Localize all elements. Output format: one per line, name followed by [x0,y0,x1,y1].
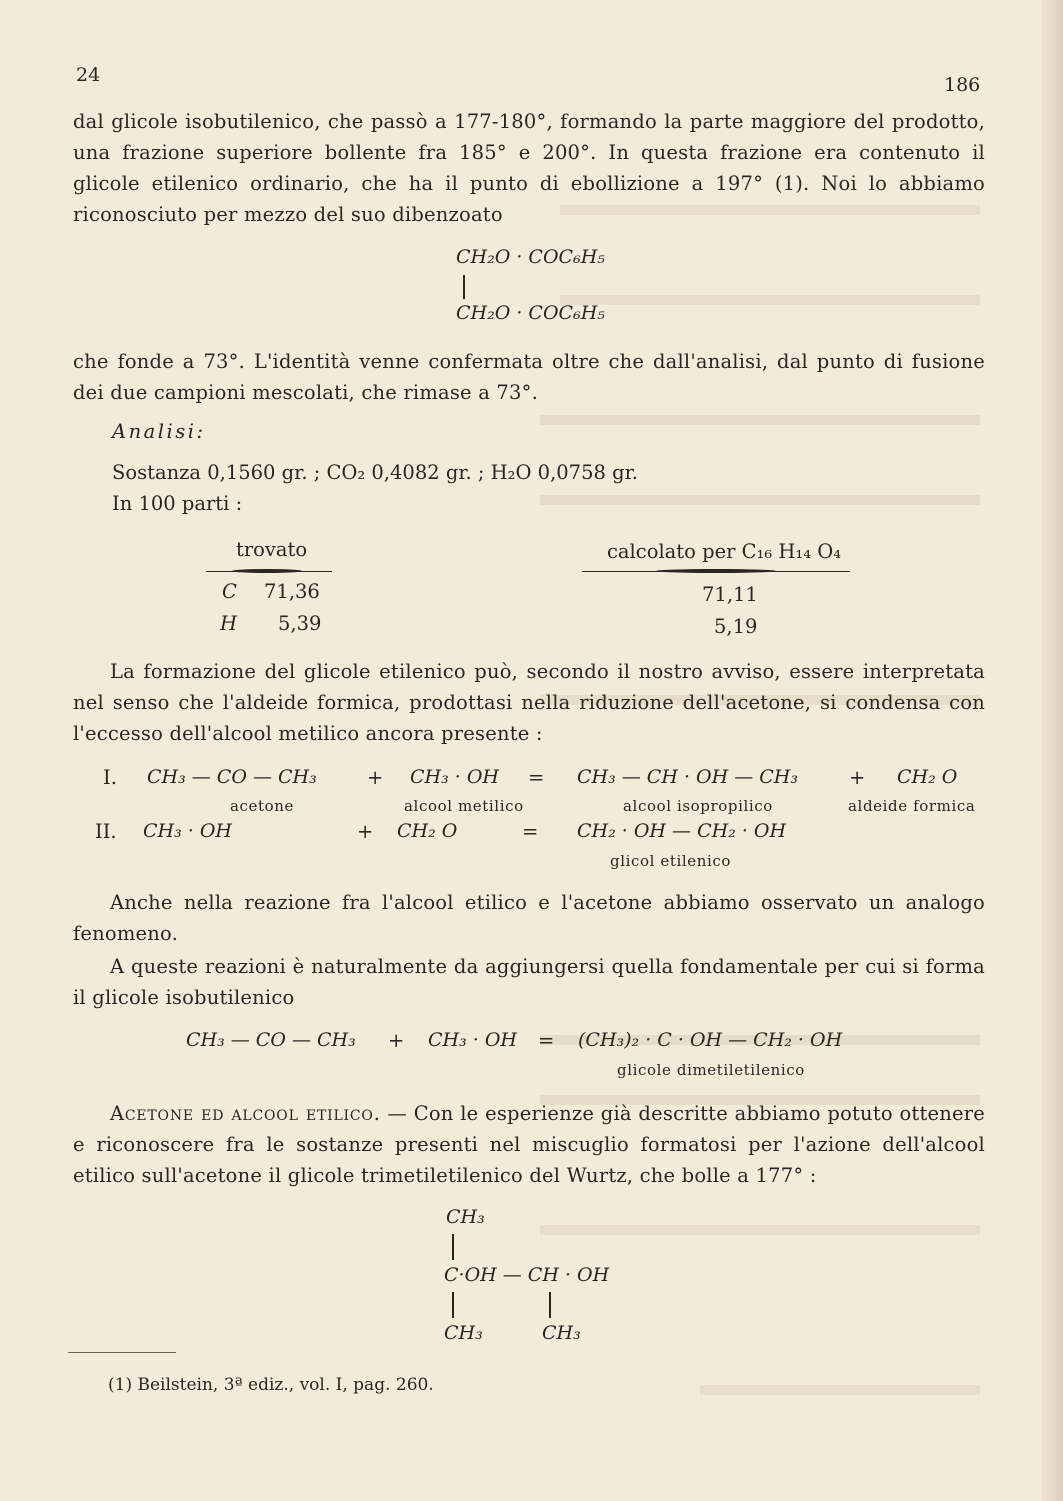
reaction-3-acetone: CH₃ — CO — CH₃ [186,1029,356,1051]
bond-line [452,1234,454,1260]
reaction-2-label: II. [95,820,117,843]
reaction-2-aldeide: CH₂ O [397,820,458,842]
paragraph-1: dal glicole isobutilenico, che passò a 177-180°, formando la parte maggiore del prodotto, una frazione superiore bollente fra 185° e 200°. In questa frazione era contenuto il glicole etilenico ordinario, che ha il punto di ebollizione a 197° (1). Noi lo abbiamo riconosciuto per mezzo del suo dibenzoato [73,110,985,226]
formula-bottom-left: CH₃ [444,1322,483,1344]
header-rule-left-swell [232,569,302,573]
header-rule-right-swell [656,569,776,573]
table-row-element: C [222,580,237,603]
sostanza-line: Sostanza 0,1560 gr. ; CO₂ 0,4082 gr. ; H₂O 0,0758 gr. [112,461,638,484]
col-header-calcolato: calcolato per C₁₆ H₁₄ O₄ [607,540,842,563]
caption-glicol-etilenico: glicol etilenico [610,852,732,870]
heading-dash: — [380,1102,414,1125]
table-row-found: 5,39 [278,612,322,635]
bond-line [463,275,465,299]
caption-glicole-dimetiletilenico: glicole dimetiletilenico [617,1061,805,1079]
page-number-left: 24 [76,64,101,86]
formula-middle: C·OH — CH · OH [444,1264,610,1286]
reaction-1-isopropilico: CH₃ — CH · OH — CH₃ [577,766,798,788]
reaction-2-alcool: CH₃ · OH [143,820,232,842]
equals-sign: = [522,820,539,843]
table-row-element: H [220,612,238,635]
table-row-found: 71,36 [264,580,320,603]
formula-top-ch3: CH₃ [446,1206,485,1228]
formula-bottom-right: CH₃ [542,1322,581,1344]
paragraph-6 [73,1098,985,1191]
paragraph-4: Anche nella reazione fra l'alcool etilico e l'acetone abbiamo osservato un analogo fenomeno. [73,891,985,945]
plus-sign: + [367,766,384,789]
reaction-1-alcool-metilico: CH₃ · OH [410,766,499,788]
table-row-calc: 5,19 [714,615,758,638]
plus-sign: + [357,820,374,843]
caption-aldeide-formica: aldeide formica [848,797,976,815]
bond-line [549,1292,551,1318]
formula-dibenzoato-top: CH₂O · COC₆H₅ [456,246,605,268]
paragraph-6-body: Con le esperienze già descritte abbiamo potuto ottenere e riconoscere fra le sostanze presenti nel miscuglio formatosi per l'azione dell'alcool etilico sull'acetone il glicole trimetiletilenico del Wurtz, che bolle a 177° : [73,1102,985,1187]
footnote-rule [68,1352,176,1353]
reaction-1-acetone: CH₃ — CO — CH₃ [147,766,317,788]
caption-acetone: acetone [230,797,295,815]
col-header-trovato: trovato [236,538,308,561]
page-edge-shadow [1041,0,1063,1501]
reaction-3-product: (CH₃)₂ · C · OH — CH₂ · OH [578,1029,843,1051]
in-100-parti-line: In 100 parti : [112,492,243,515]
equals-sign: = [538,1029,555,1052]
caption-alcool-metilico: alcool metilico [404,797,524,815]
paragraph-3: La formazione del glicole etilenico può, secondo il nostro avviso, essere interpretata nel senso che l'aldeide formica, prodottasi nella riduzione dell'acetone, si condensa con l'eccesso dell'alcool metilico ancora presente : [73,660,985,745]
plus-sign: + [849,766,866,789]
caption-alcool-isopropilico: alcool isopropilico [623,797,773,815]
reaction-1-label: I. [103,766,117,789]
paragraph-2: che fonde a 73°. L'identità venne confermata oltre che dall'analisi, dal punto di fusione dei due campioni mescolati, che rimase a 73°. [73,350,985,404]
reaction-2-glicol: CH₂ · OH — CH₂ · OH [577,820,787,842]
paragraph-5: A queste reazioni è naturalmente da aggiungersi quella fondamentale per cui si forma il glicole isobutilenico [73,955,985,1009]
section-heading-acetone-alcool-etilico: Acetone ed alcool etilico. [110,1102,381,1125]
bond-line [452,1292,454,1318]
formula-dibenzoato-bottom: CH₂O · COC₆H₅ [456,302,605,324]
reaction-1-aldeide: CH₂ O [897,766,958,788]
footnote: (1) Beilstein, 3ª ediz., vol. I, pag. 260. [108,1375,434,1395]
reaction-3-alcool: CH₃ · OH [428,1029,517,1051]
analisi-heading: Analisi: [112,420,206,443]
table-row-calc: 71,11 [702,583,758,606]
page-number-right: 186 [944,74,981,96]
plus-sign: + [388,1029,405,1052]
equals-sign: = [528,766,545,789]
